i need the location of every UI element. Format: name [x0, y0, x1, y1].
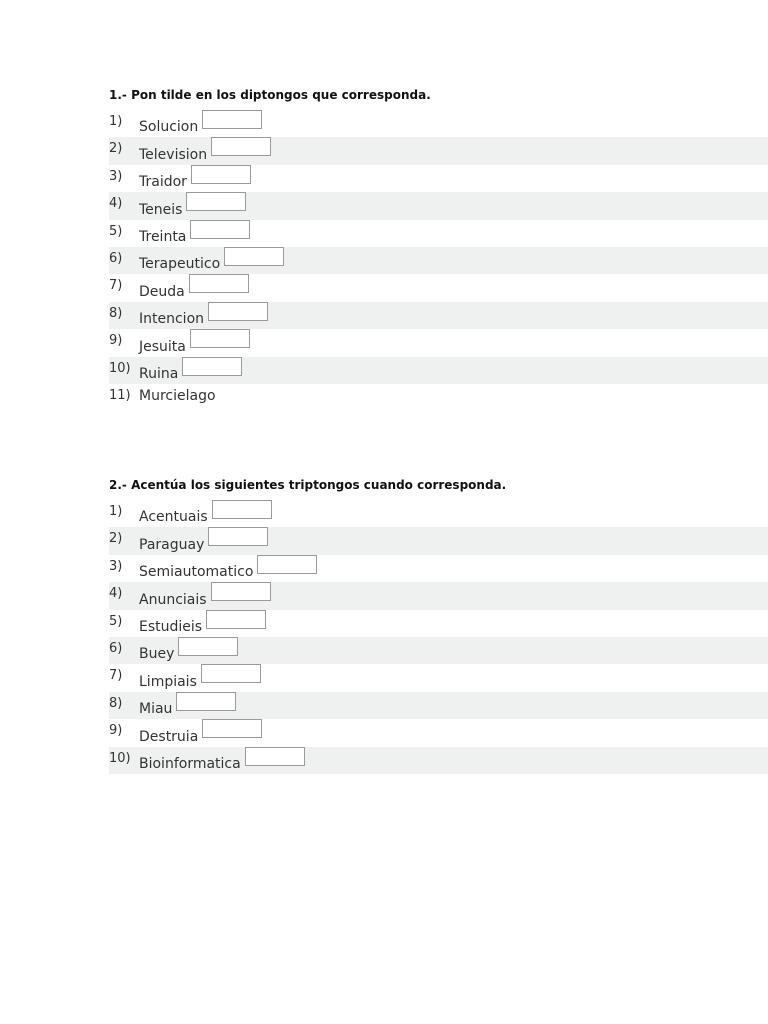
item-word: Acentuais [139, 509, 208, 526]
list-item [109, 664, 768, 691]
item-number: 6) [109, 640, 123, 656]
answer-box[interactable] [201, 664, 261, 683]
item-number: 4) [109, 586, 123, 602]
answer-box[interactable] [212, 500, 272, 519]
item-word: Limpiais [139, 673, 197, 690]
answer-box[interactable] [176, 692, 236, 711]
item-word: Treinta [139, 228, 187, 245]
list-item [109, 500, 768, 527]
list-item [109, 329, 768, 356]
list-item [109, 357, 768, 384]
item-word: Deuda [139, 283, 185, 300]
list-item [109, 747, 768, 774]
list-item [109, 192, 768, 219]
answer-box[interactable] [211, 582, 271, 601]
item-word: Anunciais [139, 591, 207, 608]
item-number: 3) [109, 168, 123, 184]
item-number: 11) [109, 387, 131, 403]
section-heading: 1.- Pon tilde en los diptongos que corresponda. [109, 88, 431, 102]
list-item [109, 719, 768, 746]
item-word: Television [139, 146, 208, 163]
item-word: Solucion [139, 119, 199, 136]
answer-box[interactable] [190, 329, 250, 348]
list-item [109, 220, 768, 247]
list-item [109, 137, 768, 164]
answer-box[interactable] [186, 192, 246, 211]
answer-box[interactable] [191, 165, 251, 184]
item-number: 5) [109, 223, 123, 239]
answer-box[interactable] [189, 274, 249, 293]
list-item [109, 384, 768, 406]
item-number: 4) [109, 196, 123, 212]
section-heading: 2.- Acentúa los siguientes triptongos cuando corresponda. [109, 478, 507, 492]
item-word: Destruia [139, 728, 199, 745]
item-number: 9) [109, 723, 123, 739]
answer-box[interactable] [224, 247, 284, 266]
answer-box[interactable] [190, 220, 250, 239]
item-number: 2) [109, 531, 123, 547]
item-word: Intencion [139, 311, 205, 328]
list-item [109, 165, 768, 192]
item-number: 9) [109, 333, 123, 349]
answer-box[interactable] [245, 747, 305, 766]
item-word: Estudieis [139, 618, 203, 635]
item-number: 3) [109, 558, 123, 574]
answer-box[interactable] [182, 357, 242, 376]
section-triptongos [109, 478, 768, 774]
item-word: Paraguay [139, 536, 205, 553]
answer-box[interactable] [202, 719, 262, 738]
answer-box[interactable] [208, 527, 268, 546]
list-item [109, 247, 768, 274]
list-item [109, 582, 768, 609]
item-number: 2) [109, 141, 123, 157]
item-number: 1) [109, 114, 123, 129]
answer-box[interactable] [202, 110, 262, 129]
item-word: Teneis [139, 201, 183, 218]
list-item [109, 302, 768, 329]
list-item [109, 110, 768, 137]
item-word: Semiautomatico [139, 564, 254, 581]
answer-box[interactable] [206, 610, 266, 629]
item-number: 10) [109, 750, 131, 766]
item-number: 5) [109, 613, 123, 629]
item-number: 6) [109, 250, 123, 266]
item-word: Terapeutico [139, 256, 221, 273]
item-number: 1) [109, 504, 123, 519]
list-item [109, 692, 768, 719]
item-number: 10) [109, 360, 131, 376]
list-item [109, 274, 768, 301]
answer-box[interactable] [257, 555, 317, 574]
exercise-list [109, 500, 768, 774]
answer-box[interactable] [178, 637, 238, 656]
item-word: Murcielago [139, 387, 216, 404]
exercise-list [109, 110, 768, 406]
item-word: Buey [139, 646, 175, 663]
item-number: 7) [109, 278, 123, 294]
item-number: 8) [109, 695, 123, 711]
item-number: 8) [109, 305, 123, 321]
answer-box[interactable] [208, 302, 268, 321]
list-item [109, 637, 768, 664]
item-word: Miau [139, 701, 173, 718]
item-word: Bioinformatica [139, 755, 241, 772]
item-word: Jesuita [139, 338, 186, 355]
item-word: Traidor [139, 174, 187, 191]
list-item [109, 527, 768, 554]
list-item [109, 555, 768, 582]
list-item [109, 610, 768, 637]
section-diptongos [109, 88, 768, 406]
answer-box[interactable] [211, 137, 271, 156]
item-number: 7) [109, 668, 123, 684]
item-word: Ruina [139, 365, 179, 382]
